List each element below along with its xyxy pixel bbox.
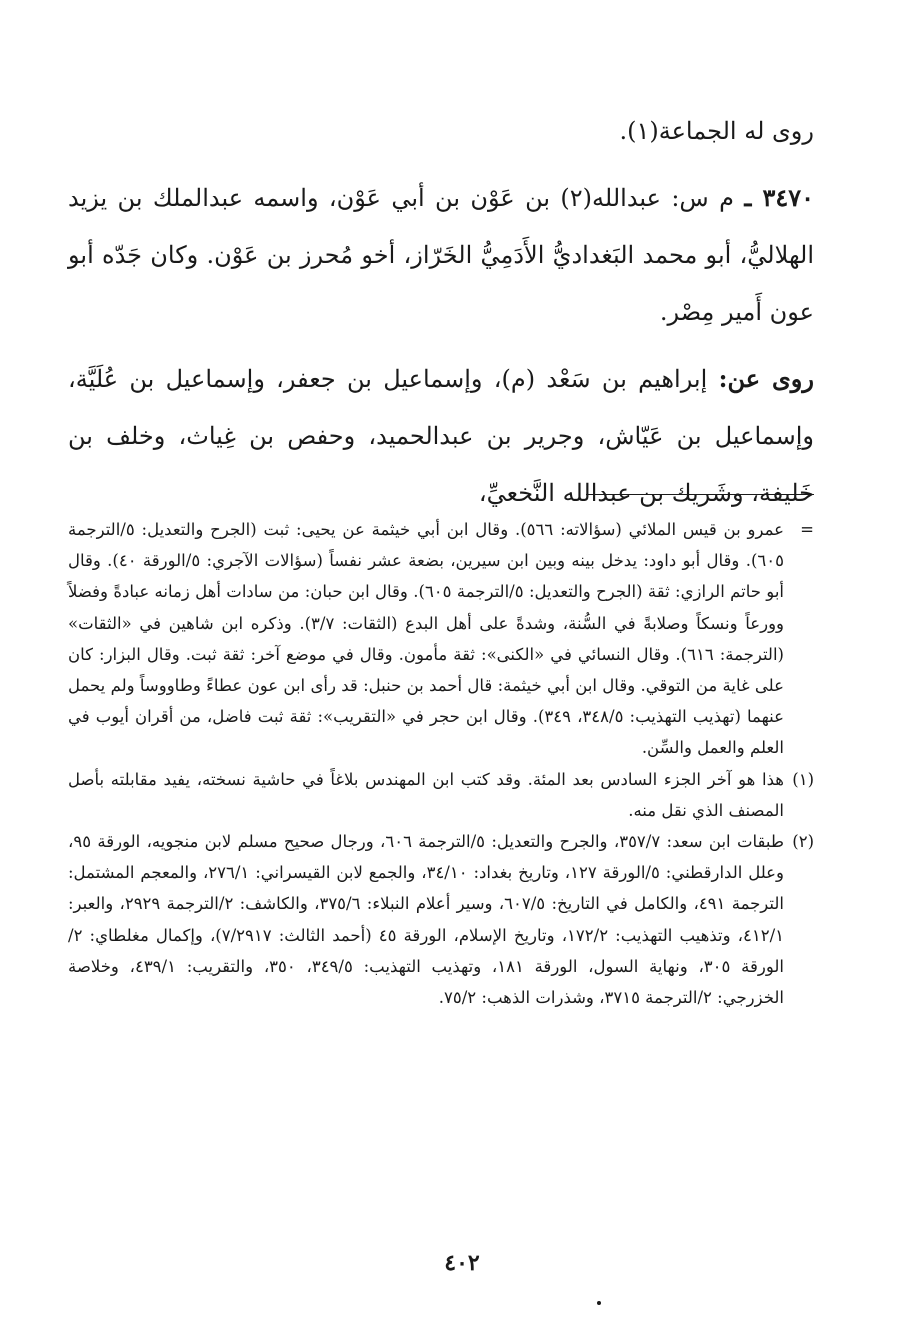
section-lead: روى عن:: [718, 364, 814, 393]
footnote-item: [68, 764, 814, 826]
paragraph-text: إبراهيم بن سَعْد (م)، وإسماعيل بن جعفر، وإسماعيل بن عُلَيَّة، وإسماعيل بن عَيّاش، وجرير بن عبدالحميد، وحفص بن غِياث، وخلف بن خَليفة، وشَريك بن عبدالله النَّخعيِّ،: [68, 365, 814, 507]
footnote-text: عمرو بن قيس الملائي (سؤالاته: ٥٦٦). وقال ابن أبي خيثمة عن يحيى: ثبت (الجرح والتعديل: ٥/الترجمة ٦٠٥). وقال أبو داود: يدخل بينه وبين ابن سيرين، بضعة عشر نفساً (سؤالات الآجري: ٥/الورقة ٤٠). وقال أبو حاتم الرازي: ثقة (الجرح والتعديل: ٥/الترجمة ٦٠٥). وقال ابن حبان: من سادات أهل زمانه عبادةً وفضلاً وورعاً ونسكاً وصلابةً في السُّنة، وشدةً على أهل البدع (الثقات: ٣/٧). وذكره ابن شاهين في «الثقات» (الترجمة: ٦١٦). وقال النسائي في «الكنى»: ثقة مأمون. وقال في موضع آخر: ثقة ثبت. وقال البزار: كان على غاية من التوقي. وقال ابن أبي خيثمة: قال أحمد بن حنبل: قد رأى ابن عون عطاءً وطاووساً ولم يحمل عنهما (تهذيب التهذيب: ٣٤٨/٥، ٣٤٩). وقال ابن حجر في «التقريب»: ثقة ثبت فاضل، من أقران أيوب في العلم والعمل والسِّن.: [68, 520, 785, 758]
narrated-from-paragraph: [68, 350, 814, 522]
footnote-item: [68, 514, 814, 764]
footnote-text: هذا هو آخر الجزء السادس بعد المئة. وقد كتب ابن المهندس بلاغاً في حاشية نسخته، يفيد مقابلته بأصل المصنف الذي نقل منه.: [68, 769, 784, 820]
entry-number: ٣٤٧٠ ـ: [744, 183, 815, 212]
main-text: [68, 103, 814, 522]
footnote-separator: [586, 494, 814, 495]
paragraph-text: م س: عبدالله(٢) بن عَوْن بن أبي عَوْن، واسمه عبدالملك بن يزيد الهلاليُّ، أبو محمد البَغداديُّ الأَدَمِيُّ الخَرّاز، أخو مُحرز بن عَوْن. وكان جَدّه أبو عون أَمير مِصْر.: [68, 184, 814, 326]
footnote-text: طبقات ابن سعد: ٣٥٧/٧، والجرح والتعديل: ٥/الترجمة ٦٠٦، ورجال صحيح مسلم لابن منجويه، الورقة ٩٥، وعلل الدارقطني: ٥/الورقة ١٢٧، وتاريخ بغداد: ٣٤/١٠، والجمع لابن القيسراني: ٢٧٦/١، والمعجم المشتمل: الترجمة ٤٩١، والكامل في التاريخ: ٦٠٧/٥، وسير أعلام النبلاء: ٣٧٥/٦، والكاشف: ٢/الترجمة ٢٩٢٩، والعبر: ٤١٢/١، وتذهيب التهذيب: ١٧٢/٢، وتاريخ الإسلام، الورقة ٤٥ (أحمد الثالث: ٧/٢٩١٧)، وإكمال مغلطاي: ٢/الورقة ٣٠٥، ونهاية السول، الورقة ١٨١، وتهذيب التهذيب: ٣٤٩/٥، ٣٥٠، والتقريب: ٤٣٩/١، وخلاصة الخزرجي: ٢/الترجمة ٣٧١٥، وشذرات الذهب: ٧٥/٢.: [68, 832, 785, 1008]
footnotes: [68, 514, 814, 1013]
paragraph-text: روى له الجماعة(١).: [619, 117, 814, 145]
biography-entry-header: [68, 169, 814, 341]
footnote-item: [68, 826, 814, 1013]
footnote-marker: (١): [792, 769, 814, 789]
footnote-marker: =: [800, 520, 814, 539]
continuation-paragraph: [68, 103, 814, 160]
page-number: ٤٠٢: [444, 1250, 480, 1276]
print-dot: [597, 1301, 601, 1305]
footnote-marker: (٢): [792, 832, 814, 852]
